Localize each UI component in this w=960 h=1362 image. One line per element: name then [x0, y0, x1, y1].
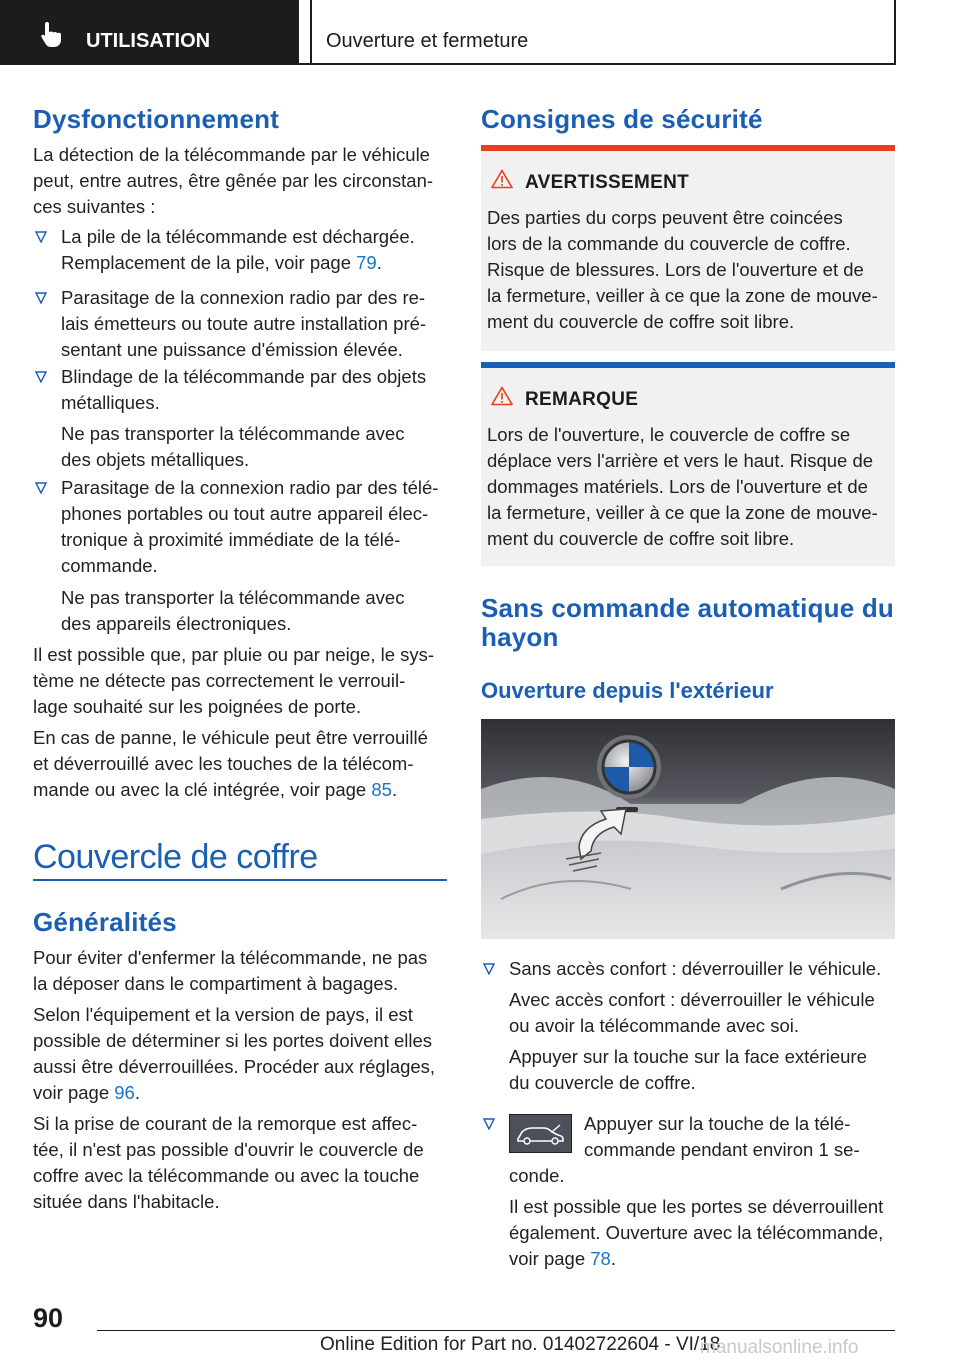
warning-line: lors de la commande du couvercle de coffre. — [487, 233, 851, 254]
bullet-note: Ne pas transporter la télécommande avec — [61, 423, 405, 444]
notice-line: Lors de l'ouverture, le couvercle de coffre se — [487, 424, 851, 445]
edition-text: Online Edition for Part no. 01402722604 - VI/18 — [320, 1334, 721, 1355]
paragraph-line: coffre avec la télécommande ou avec la touche — [33, 1165, 420, 1186]
paragraph-line: située dans l'habitacle. — [33, 1191, 220, 1212]
header-separator — [310, 0, 312, 65]
bullet-line: Appuyer sur la touche de la télé- — [584, 1113, 851, 1134]
bullet-line: métalliques. — [61, 392, 160, 413]
notice-title: REMARQUE — [525, 389, 639, 410]
heading-rule — [33, 879, 447, 881]
bullet-note: des objets métalliques. — [61, 449, 250, 470]
bullet-line: sentant une puissance d'émission élevée. — [61, 339, 403, 360]
page-link-96[interactable]: 96 — [114, 1082, 135, 1103]
warning-line: la fermeture, veiller à ce que la zone de mouve- — [487, 285, 878, 306]
bullet-line: La pile de la télécommande est déchargée. — [61, 226, 415, 247]
warning-box — [481, 145, 895, 351]
trunk-button-photo — [481, 719, 895, 939]
paragraph-line: et déverrouillé avec les touches de la télécom- — [33, 753, 414, 774]
bullet-note: voir page 78. — [509, 1248, 616, 1269]
chapter-title: Ouverture et fermeture — [326, 30, 529, 52]
header-separator — [894, 0, 896, 65]
bullet-note: Avec accès confort : déverrouiller le véhicule — [509, 989, 875, 1010]
heading-dysfonctionnement: Dysfonctionnement — [33, 104, 280, 134]
intro-line: La détection de la télécommande par le véhicule — [33, 144, 430, 165]
bullet-line: commande. — [61, 555, 158, 576]
paragraph-line: possible de déterminer si les portes doivent elles — [33, 1030, 432, 1051]
heading-couvercle: Couvercle de coffre — [33, 838, 318, 876]
paragraph-line: Il est possible que, par pluie ou par neige, le sys- — [33, 644, 435, 665]
heading-sans-commande: hayon — [481, 622, 559, 652]
warning-line: ment du couvercle de coffre soit libre. — [487, 311, 795, 332]
bullet-line: tronique à proximité immédiate de la télé- — [61, 529, 401, 550]
footer-rule — [97, 1330, 895, 1331]
paragraph-line: tème ne détecte pas correctement le verrouil- — [33, 670, 406, 691]
triangle-bullet-icon — [35, 292, 47, 304]
remote-trunk-button-icon — [509, 1114, 572, 1153]
paragraph-line: Pour éviter d'enfermer la télécommande, ne pas — [33, 947, 428, 968]
triangle-bullet-icon — [35, 231, 47, 243]
warning-triangle-icon — [491, 386, 513, 406]
warning-bar — [481, 145, 895, 151]
bullet-note: ou avoir la télécommande avec soi. — [509, 1015, 799, 1036]
heading-consignes: Consignes de sécurité — [481, 104, 763, 134]
bullet-line: conde. — [509, 1165, 565, 1186]
bullet-line: Remplacement de la pile, voir page 79. — [61, 252, 382, 273]
bullet-line: Blindage de la télécommande par des objets — [61, 366, 427, 387]
page-link-79[interactable]: 79 — [356, 252, 377, 273]
notice-line: déplace vers l'arrière et vers le haut. Risque de — [487, 450, 874, 471]
bullet-line: lais émetteurs ou toute autre installation pré- — [61, 313, 427, 334]
paragraph-line: mande ou avec la clé intégrée, voir page 85. — [33, 779, 398, 800]
paragraph-line: Si la prise de courant de la remorque est affec- — [33, 1113, 418, 1134]
notice-line: ment du couvercle de coffre soit libre. — [487, 528, 795, 549]
intro-line: peut, entre autres, être gênée par les circonstan- — [33, 170, 434, 191]
bullet-note: des appareils électroniques. — [61, 613, 292, 634]
notice-line: la fermeture, veiller à ce que la zone de mouve- — [487, 502, 878, 523]
heading-generalites: Généralités — [33, 907, 177, 937]
warning-line: Des parties du corps peuvent être coincées — [487, 207, 843, 228]
section-tab — [0, 0, 299, 65]
paragraph-line: aussi être déverrouillées. Procéder aux réglages, — [33, 1056, 436, 1077]
notice-line: dommages matériels. Lors de l'ouverture et de — [487, 476, 868, 497]
bullet-line: Parasitage de la connexion radio par des télé- — [61, 477, 439, 498]
bullet-line: phones portables ou tout autre appareil élec- — [61, 503, 429, 524]
triangle-bullet-icon — [35, 482, 47, 494]
bullet-note: Ne pas transporter la télécommande avec — [61, 587, 405, 608]
notice-box — [481, 362, 895, 566]
intro-line: ces suivantes : — [33, 196, 156, 217]
paragraph-line: voir page 96. — [33, 1082, 140, 1103]
heading-ouverture-exterieur: Ouverture depuis l'extérieur — [481, 678, 774, 703]
warning-triangle-icon — [491, 169, 513, 189]
bullet-line: Sans accès confort : déverrouiller le véhicule. — [509, 958, 882, 979]
bullet-note: également. Ouverture avec la télécommande, — [509, 1222, 884, 1243]
triangle-bullet-icon — [483, 963, 495, 975]
page-link-78[interactable]: 78 — [590, 1248, 611, 1269]
watermark-text: manualsonline.info — [700, 1337, 859, 1358]
warning-title: AVERTISSEMENT — [525, 172, 690, 193]
page-link-85[interactable]: 85 — [371, 779, 392, 800]
bullet-line: Parasitage de la connexion radio par des re- — [61, 287, 426, 308]
triangle-bullet-icon — [483, 1118, 495, 1130]
triangle-bullet-icon — [35, 371, 47, 383]
heading-sans-commande: Sans commande automatique du — [481, 593, 895, 623]
bullet-note: du couvercle de coffre. — [509, 1072, 696, 1093]
paragraph-line: En cas de panne, le véhicule peut être verrouillé — [33, 727, 428, 748]
bullet-line: commande pendant environ 1 se- — [584, 1139, 860, 1160]
bullet-note: Appuyer sur la touche sur la face extérieure — [509, 1046, 867, 1067]
page-number: 90 — [33, 1303, 64, 1333]
section-label: UTILISATION — [86, 30, 211, 52]
warning-line: Risque de blessures. Lors de l'ouverture et de — [487, 259, 864, 280]
header-rule — [299, 63, 896, 65]
notice-bar — [481, 362, 895, 368]
paragraph-line: Selon l'équipement et la version de pays, il est — [33, 1004, 413, 1025]
paragraph-line: la déposer dans le compartiment à bagages. — [33, 973, 399, 994]
paragraph-line: tée, il n'est pas possible d'ouvrir le couvercle de — [33, 1139, 424, 1160]
bullet-note: Il est possible que les portes se déverrouillent — [509, 1196, 884, 1217]
hand-pointer-icon — [36, 19, 66, 49]
paragraph-line: lage souhaité sur les poignées de porte. — [33, 696, 362, 717]
